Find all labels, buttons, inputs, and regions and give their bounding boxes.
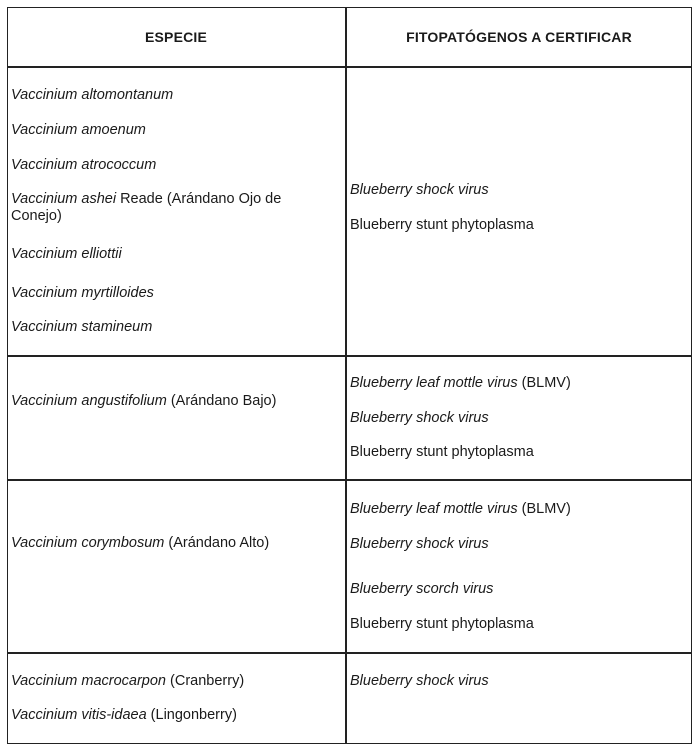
species-common: (Lingonberry) [146, 707, 237, 723]
species-common: (Arándano Bajo) [166, 393, 277, 409]
pathogen-name: Blueberry leaf mottle virus [350, 501, 518, 517]
pathogen-cell [350, 581, 493, 598]
species-name: Vaccinium altomontanum [11, 87, 174, 103]
pathogen-abbr: (BLMV) [517, 375, 571, 391]
pathogen-cell [350, 217, 534, 234]
header-divider [7, 66, 692, 68]
species-name: Vaccinium corymbosum [11, 535, 165, 551]
species-name: Vaccinium angustifolium [11, 393, 167, 409]
pathogen-name: Blueberry shock virus [350, 182, 489, 198]
species-cell [11, 393, 276, 410]
pathogen-abbr: (BLMV) [517, 501, 571, 517]
pathogen-name: Blueberry stunt phytoplasma [350, 217, 534, 233]
pathogen-cell [350, 410, 489, 427]
species-common: (Cranberry) [166, 673, 245, 689]
pathogen-name: Blueberry shock virus [350, 536, 489, 552]
species-cell [11, 191, 333, 225]
species-name: Vaccinium ashei [11, 191, 117, 207]
row-divider [7, 355, 692, 357]
pathogen-name: Blueberry stunt phytoplasma [350, 616, 534, 632]
pathogen-name: Blueberry stunt phytoplasma [350, 444, 534, 460]
column-divider [345, 7, 347, 744]
row-divider [7, 652, 692, 654]
species-name: Vaccinium amoenum [11, 122, 146, 138]
header-fitopatogenos: FITOPATÓGENOS A CERTIFICAR [406, 28, 632, 45]
species-name: Vaccinium myrtilloides [11, 285, 154, 301]
pathogen-name: Blueberry scorch virus [350, 581, 494, 597]
species-cell [11, 319, 152, 336]
species-cell [11, 707, 237, 724]
species-name: Vaccinium macrocarpon [11, 673, 166, 689]
pathogen-cell [350, 673, 489, 690]
species-cell [11, 673, 244, 690]
pathogen-cell [350, 444, 534, 461]
pathogen-cell [350, 616, 534, 633]
species-name: Vaccinium vitis-idaea [11, 707, 147, 723]
species-cell [11, 246, 122, 263]
species-name: Vaccinium stamineum [11, 319, 153, 335]
species-cell [11, 535, 269, 552]
pathogen-cell [350, 501, 571, 518]
species-common: (Arándano Alto) [164, 535, 270, 551]
pathogen-cell [350, 375, 571, 392]
species-name: Vaccinium atrococcum [11, 157, 157, 173]
pathogen-cell [350, 182, 489, 199]
pathogen-cell [350, 536, 489, 553]
species-cell [11, 122, 146, 139]
species-cell [11, 157, 156, 174]
header-especie: ESPECIE [144, 28, 208, 45]
species-cell [11, 285, 154, 302]
species-name: Vaccinium elliottii [11, 246, 122, 262]
species-cell [11, 87, 173, 104]
pathogen-name: Blueberry shock virus [350, 410, 489, 426]
pathogen-name: Blueberry shock virus [350, 673, 489, 689]
pathogen-name: Blueberry leaf mottle virus [350, 375, 518, 391]
row-divider [7, 479, 692, 481]
species-common: Reade (Arándano Ojo de Conejo) [11, 191, 282, 224]
